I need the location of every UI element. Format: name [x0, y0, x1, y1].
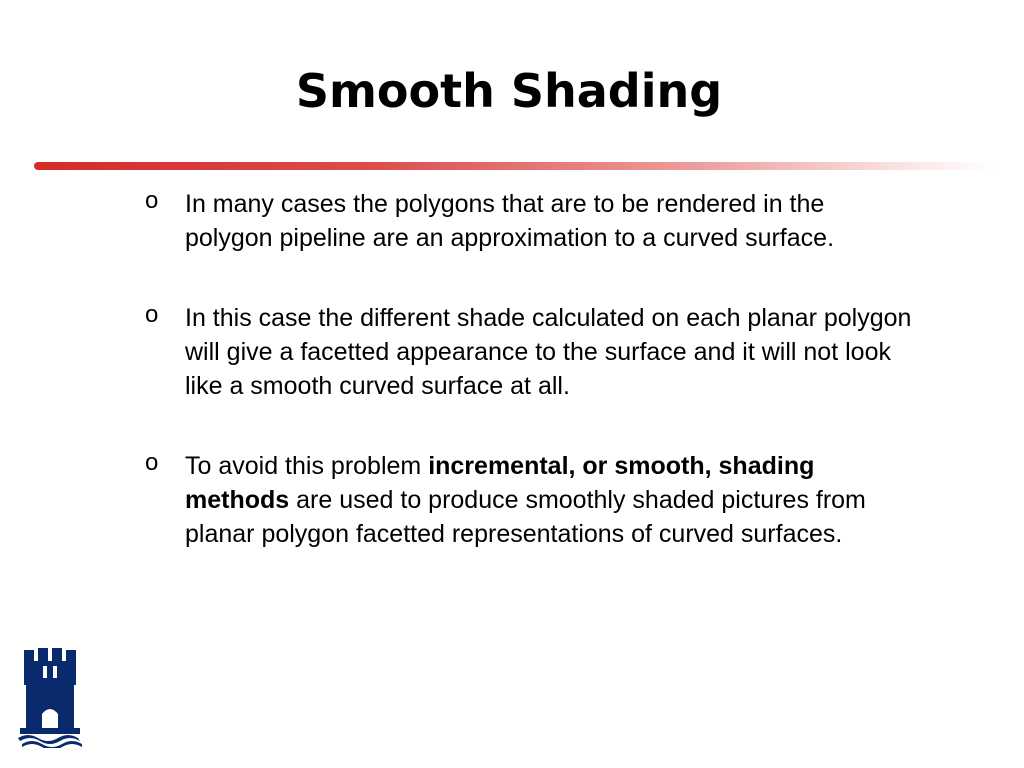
castle-tower-logo-icon	[16, 648, 86, 748]
bullet-marker: o	[145, 187, 159, 214]
slide-title: Smooth Shading	[295, 64, 723, 118]
bullet-marker: o	[145, 301, 159, 328]
bullet-item-1	[145, 187, 915, 255]
bullet-item-2	[145, 301, 915, 403]
bullet-text-tail: are used to produce smoothly shaded pictures from planar polygon facetted representations of curved surfaces.	[185, 486, 866, 548]
title-divider	[34, 162, 996, 170]
bullet-text: In this case the different shade calculated on each planar polygon will give a facetted appearance to the surface and it will not look like a smooth curved surface at all.	[185, 304, 912, 400]
bullet-item-3	[145, 449, 915, 551]
bullet-marker: o	[145, 449, 159, 476]
bullet-text-emphasis: incremental, or smooth, shading methods	[185, 452, 815, 514]
bullet-text-lead: To avoid this problem	[185, 452, 429, 480]
bullet-list	[145, 187, 915, 597]
bullet-text: In many cases the polygons that are to be rendered in the polygon pipeline are an approximation to a curved surface.	[185, 190, 835, 252]
